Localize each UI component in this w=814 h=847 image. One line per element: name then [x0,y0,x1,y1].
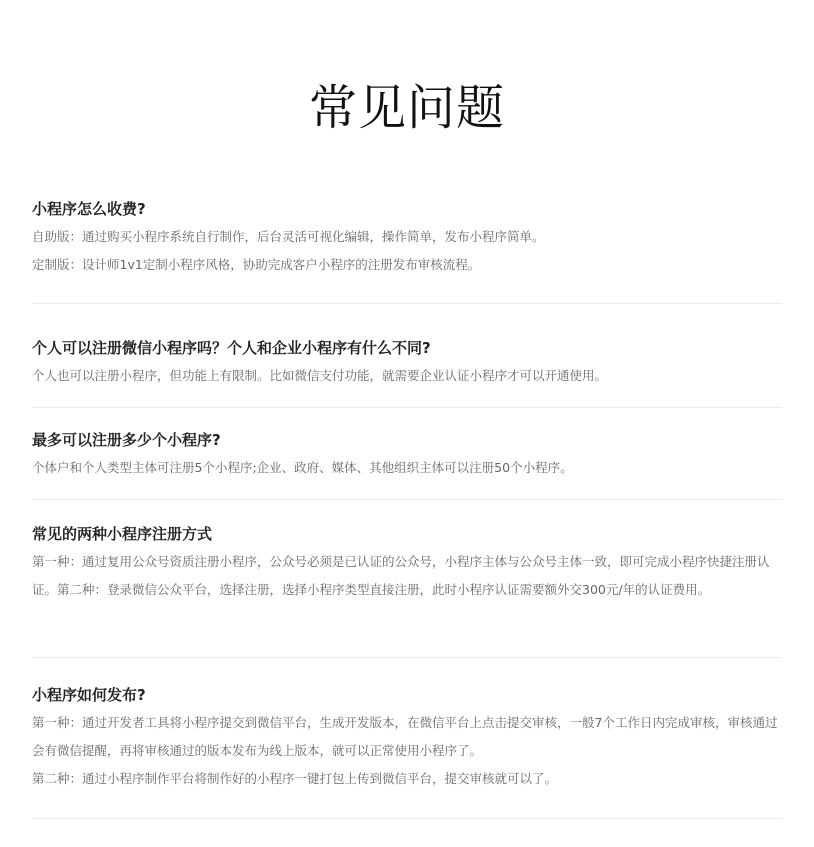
divider [32,657,782,658]
faq-answer-paragraph: 个体户和个人类型主体可注册5个小程序;企业、政府、媒体、其他组织主体可以注册50个小程序。 [32,460,573,475]
faq-answer [32,548,782,604]
faq-question: 个人可以注册微信小程序吗？个人和企业小程序有什么不同? [32,339,431,357]
faq-item [32,198,782,279]
faq-question: 小程序如何发布? [32,686,146,704]
faq-item [32,523,782,604]
divider [32,303,782,304]
divider [32,818,782,819]
faq-answer [32,454,782,482]
faq-question: 小程序怎么收费? [32,200,146,218]
faq-question: 最多可以注册多少个小程序? [32,431,221,449]
faq-answer-paragraph: 定制版：设计师1v1定制小程序风格，协助完成客户小程序的注册发布审核流程。 [32,257,481,272]
faq-item [32,684,782,793]
faq-item [32,429,782,482]
faq-answer-paragraph: 自助版：通过购买小程序系统自行制作，后台灵活可视化编辑，操作简单，发布小程序简单。 [32,229,545,244]
faq-answer-paragraph: 第一种：通过开发者工具将小程序提交到微信平台，生成开发版本，在微信平台上点击提交审核，一般7个工作日内完成审核，审核通过会有微信提醒，再将审核通过的版本发布为线上版本，就可以正常使用小程序了。 [32,715,778,758]
faq-answer [32,362,782,390]
faq-answer [32,709,782,793]
divider [32,407,782,408]
faq-answer-paragraph: 第二种：通过小程序制作平台将制作好的小程序一键打包上传到微信平台，提交审核就可以了。 [32,771,558,786]
faq-question: 常见的两种小程序注册方式 [32,525,213,543]
faq-answer-paragraph: 第一种：通过复用公众号资质注册小程序，公众号必须是已认证的公众号，小程序主体与公众号主体一致，即可完成小程序快捷注册认证。第二种：登录微信公众平台，选择注册，选择小程序类型直接注册，此时小程序认证需要额外交300元/年的认证费用。 [32,554,770,597]
page-title: 常见问题 [308,80,505,136]
faq-item [32,337,782,390]
divider [32,499,782,500]
faq-answer-paragraph: 个人也可以注册小程序，但功能上有限制。比如微信支付功能，就需要企业认证小程序才可以开通使用。 [32,368,608,383]
faq-answer [32,223,782,279]
